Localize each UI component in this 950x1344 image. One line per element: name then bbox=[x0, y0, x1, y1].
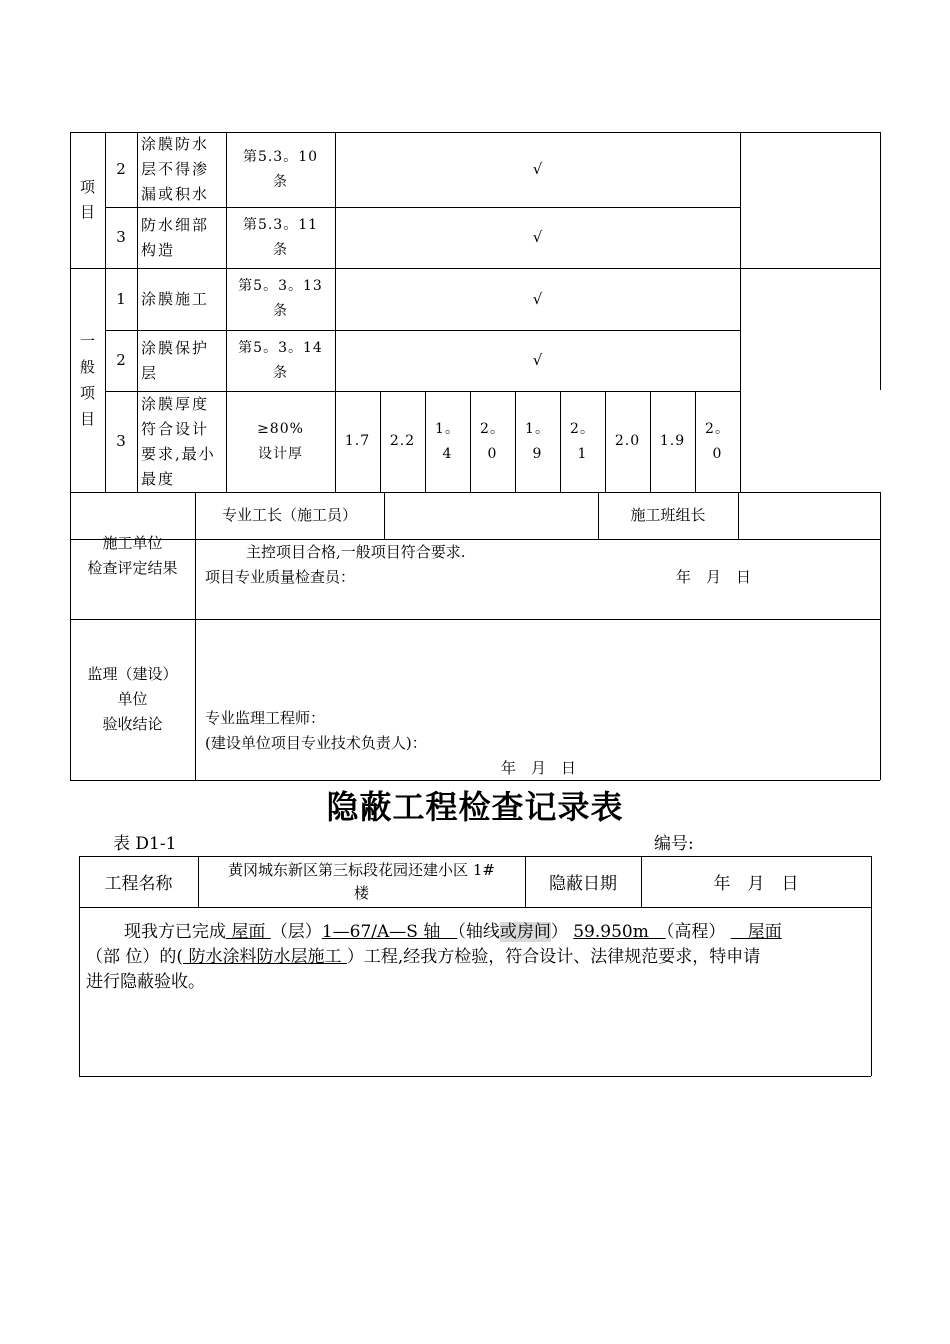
floor-value: 屋面 bbox=[226, 922, 271, 942]
construction-date: 年 月 日 bbox=[676, 568, 752, 586]
row-number: 3 bbox=[116, 432, 126, 450]
measurement-value: 2。 0 bbox=[705, 420, 730, 462]
declaration-statement: ）工程,经我方检验，符合设计、法律规范要求，特申请 bbox=[346, 947, 761, 967]
clause-ref: 第5。3。14 条 bbox=[238, 339, 323, 381]
owner-tech-lead-label: (建设单位项目专业技术负责人)： bbox=[205, 734, 427, 752]
work-value: 防水涂料防水层施工 bbox=[183, 947, 347, 967]
serial-number-label: 编号: bbox=[654, 834, 694, 854]
declaration-text bbox=[86, 920, 866, 995]
measurement-value: 1。 4 bbox=[435, 420, 460, 462]
measurement-value: 1.7 bbox=[344, 433, 371, 449]
foreman-label: 专业工长（施工员） bbox=[221, 506, 357, 524]
item-name: 涂膜厚度符合设计要求,最小最度 bbox=[141, 394, 216, 488]
measurement-value: 2。 1 bbox=[570, 420, 595, 462]
clause-ref: 第5.3。10 条 bbox=[242, 148, 319, 190]
measurement-value: 2.2 bbox=[389, 433, 416, 449]
axis-label-close: ） bbox=[550, 922, 568, 942]
check-result: √ bbox=[532, 351, 543, 369]
row-number: 3 bbox=[116, 228, 126, 246]
axis-label: （轴线 bbox=[457, 922, 500, 942]
supervising-engineer-label: 专业监理工程师： bbox=[205, 709, 326, 727]
item-name: 涂膜施工 bbox=[141, 289, 210, 308]
hidden-date-label: 隐蔽日期 bbox=[549, 874, 617, 894]
elevation-label: （高程） bbox=[665, 922, 726, 942]
clause-ref: ≥80% 设计厚 bbox=[257, 420, 304, 462]
measurement-value: 2。 0 bbox=[480, 420, 505, 462]
main-items-group-label: 项 目 bbox=[79, 178, 95, 221]
item-name: 涂膜保护层 bbox=[141, 338, 210, 382]
clause-ref: 第5。3。13 条 bbox=[238, 278, 323, 319]
form-title: 隐蔽工程检查记录表 bbox=[326, 788, 624, 826]
elevation-value: 59.950m bbox=[573, 922, 666, 942]
form-number: 表 D1-1 bbox=[113, 834, 177, 854]
measurement-value: 1。 9 bbox=[525, 420, 550, 462]
project-name-label: 工程名称 bbox=[104, 874, 173, 894]
check-result: √ bbox=[532, 228, 543, 246]
team-leader-label: 施工班组长 bbox=[630, 506, 706, 524]
floor-label: （层） bbox=[270, 922, 322, 942]
construction-result-text: 主控项目合格,一般项目符合要求. bbox=[246, 543, 466, 561]
room-label: 或房间 bbox=[499, 922, 551, 942]
construction-unit-label: 施工单位 检查评定结果 bbox=[87, 533, 178, 577]
row-number: 2 bbox=[116, 351, 126, 369]
quality-inspector-label: 项目专业质量检查员： bbox=[205, 568, 356, 586]
supervision-date: 年 月 日 bbox=[501, 759, 577, 777]
row-number: 2 bbox=[116, 160, 126, 178]
axis-value: 1—67/A—S 轴 bbox=[321, 922, 458, 942]
item-name: 防水细部构造 bbox=[141, 215, 210, 259]
general-items-group-label: 一 般 项 目 bbox=[79, 332, 95, 428]
project-name-value: 黄冈城东新区第三标段花园还建小区 1# 楼 bbox=[228, 860, 495, 902]
hidden-date-value: 年 月 日 bbox=[713, 874, 799, 894]
part-value: 屋面 bbox=[730, 922, 782, 942]
item-name: 涂膜防水层不得渗漏或积水 bbox=[141, 135, 210, 203]
measurement-value: 1.9 bbox=[659, 433, 686, 449]
check-result: √ bbox=[532, 289, 543, 308]
declaration-closing: 进行隐蔽验收。 bbox=[86, 972, 205, 992]
supervision-unit-label: 监理（建设） 单位 验收结论 bbox=[87, 664, 178, 733]
part-label: （部 位）的( bbox=[86, 947, 184, 967]
check-result: √ bbox=[532, 160, 543, 178]
clause-ref: 第5.3。11 条 bbox=[242, 216, 319, 258]
measurement-value: 2.0 bbox=[614, 433, 641, 449]
row-number: 1 bbox=[116, 289, 126, 308]
declaration-intro: 现我方已完成 bbox=[124, 922, 226, 942]
